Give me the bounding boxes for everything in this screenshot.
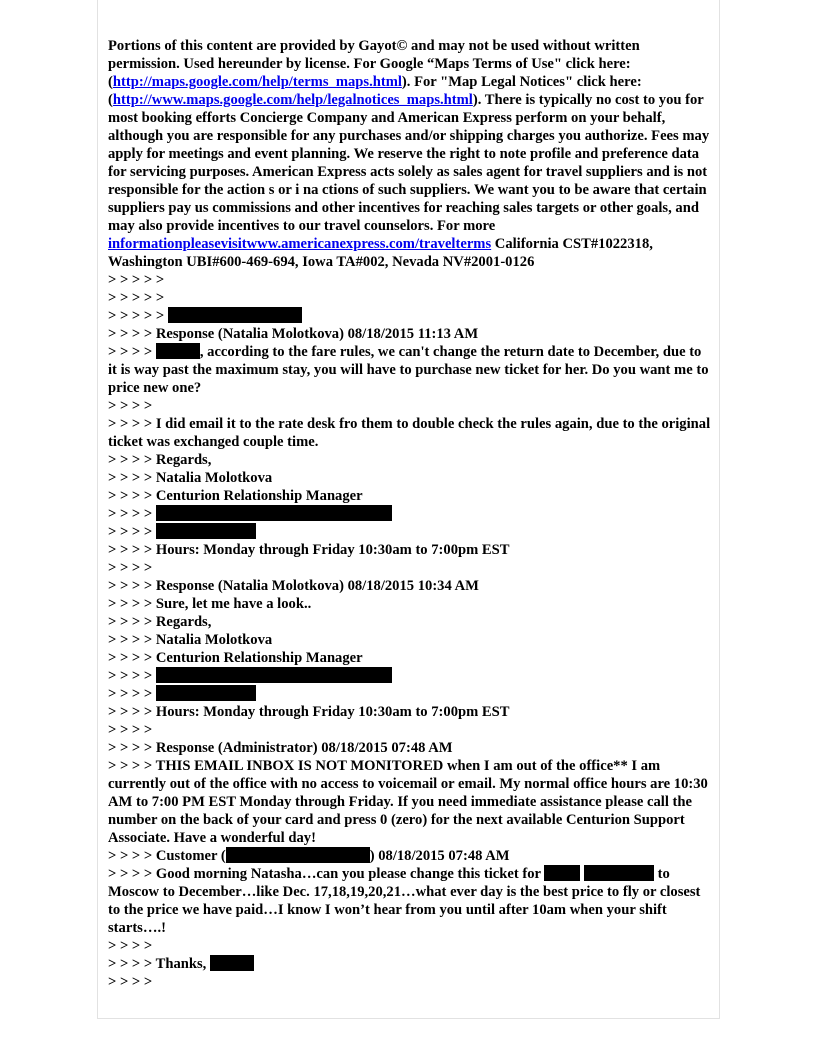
closing-thanks: > > > > Thanks, — [108, 955, 712, 973]
response-header: > > > > Response (Natalia Molotkova) 08/18/2015 11:13 AM — [108, 326, 479, 342]
signature-hours: > > > > Hours: Monday through Friday 10:30am to 7:00pm EST — [108, 704, 510, 720]
signature-redacted: > > > > — [108, 667, 712, 685]
response-body: > > > > THIS EMAIL INBOX IS NOT MONITORED when I am out of the office** I am currently out of the office with no access to voicemail or email. My normal office hours are 10:30 AM to 7:00 PM EST Monday through Friday. If you need immediate assistance please call the number on the back of your card and press 0 (zero) for the next available Centurion Support Associate. Have a wonderful day! — [108, 758, 708, 846]
signature-redacted: > > > > — [108, 523, 712, 541]
response-header: > > > > Response (Administrator) 08/18/2015 07:48 AM — [108, 740, 453, 756]
redaction-block — [544, 865, 580, 881]
signature-redacted: > > > > — [108, 505, 712, 523]
signature-regards: > > > > Regards, — [108, 452, 212, 468]
signature-regards: > > > > Regards, — [108, 614, 212, 630]
redaction-block — [584, 865, 654, 881]
response-body: > > > > I did email it to the rate desk fro them to double check the rules again, due to the original ticket was exchanged couple time. — [108, 416, 711, 450]
redaction-block — [226, 847, 370, 863]
map-legal-notices-link[interactable]: http://www.maps.google.com/help/legalnotices_maps.html — [112, 92, 473, 108]
redaction-block — [156, 505, 392, 521]
redaction-block — [156, 667, 392, 683]
email-thread-content — [108, 37, 712, 991]
redaction-block — [210, 955, 254, 971]
quote-line: > > > > > — [108, 272, 165, 288]
response-body: > > > > Sure, let me have a look.. — [108, 596, 312, 612]
signature-redacted: > > > > — [108, 685, 712, 703]
customer-body: > > > > Good morning Natasha…can you please change this ticket for to Moscow to December…like Dec. 17,18,19,20,21…what ever day is the best price to fly or closest to the price we have paid…I know I won’t hear from you until after 10am when your shift starts….! — [108, 866, 701, 936]
signature-name: > > > > Natalia Molotkova — [108, 632, 273, 648]
redaction-block — [156, 523, 256, 539]
customer-header: > > > > Customer ( ) 08/18/2015 07:48 AM — [108, 848, 510, 864]
maps-terms-link[interactable]: http://maps.google.com/help/terms_maps.html — [112, 74, 402, 90]
quote-line: > > > > — [108, 938, 153, 954]
signature-title: > > > > Centurion Relationship Manager — [108, 488, 363, 504]
quote-line: > > > > — [108, 560, 153, 576]
signature-title: > > > > Centurion Relationship Manager — [108, 650, 363, 666]
quote-line-redacted: > > > > > — [108, 307, 712, 325]
redaction-block — [156, 685, 256, 701]
quote-line: > > > > — [108, 398, 153, 414]
travel-terms-link[interactable]: informationpleasevisitwww.americanexpress.com/travelterms — [108, 236, 492, 252]
quote-line: > > > > — [108, 974, 153, 990]
legal-disclaimer: Portions of this content are provided by Gayot© and may not be used without written permission. Used hereunder by license. For Google “Maps Terms of Use" click here: (http://maps.google.com/help/terms_maps.html). For "Map Legal Notices" click here: (http://www.maps.google.com/help/legalnotices_maps.html). There is typically no cost to you for most booking efforts Concierge Company and American Express perform on your behalf, although you are responsible for any purchases and/or shipping charges you authorize. Fees may apply for meetings and event planning. We reserve the right to note profile and preference data for servicing purposes. American Express acts solely as sales agent for travel suppliers and is not responsible for the action s or i na ctions of such suppliers. We want you to be aware that certain suppliers pay us commissions and other incentives for reaching sales targets or other goals, and may also provide incentives to our travel counselors. For more informationpleasevisitwww.americanexpress.com/travelterms California CST#1022318, Washington UBI#600-469-694, Iowa TA#002, Nevada NV#2001-0126 — [108, 38, 710, 270]
quote-line: > > > > > — [108, 290, 165, 306]
quote-line: > > > > — [108, 722, 153, 738]
redaction-block — [168, 307, 302, 323]
signature-name: > > > > Natalia Molotkova — [108, 470, 273, 486]
response-header: > > > > Response (Natalia Molotkova) 08/18/2015 10:34 AM — [108, 578, 479, 594]
response-body: > > > > , according to the fare rules, we can't change the return date to December, due to it is way past the maximum stay, you will have to purchase new ticket for her. Do you want me to price new one? — [108, 344, 709, 396]
signature-hours: > > > > Hours: Monday through Friday 10:30am to 7:00pm EST — [108, 542, 510, 558]
redaction-block — [156, 343, 200, 359]
